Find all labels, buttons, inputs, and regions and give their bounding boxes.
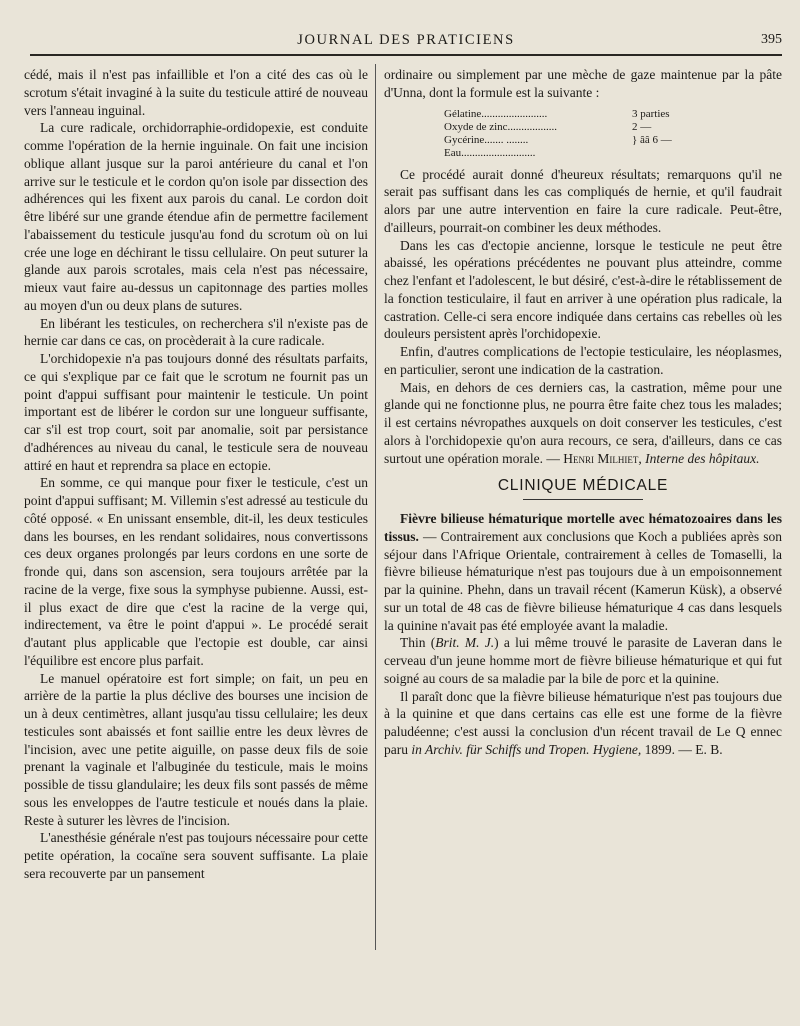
formula-row [444, 108, 704, 121]
page-number: 395 [761, 32, 782, 47]
author-role: Interne des hôpitaux. [645, 450, 760, 466]
section-rule [523, 499, 643, 500]
formula-row [444, 134, 704, 147]
journal-reference: in Archiv. für Schiffs und Tropen. Hygiene, [411, 741, 642, 757]
paragraph: ordinaire ou simplement par une mèche de gaze maintenue par la pâte d'Unna, dont la formule est la suivante : [384, 67, 782, 100]
unna-paste-formula [444, 108, 704, 160]
column-divider [375, 64, 376, 950]
running-header [30, 30, 782, 52]
header-rule [30, 54, 782, 56]
paragraph: L'orchidopexie n'a pas toujours donné des résultats parfaits, ce qui s'explique par ce fait que le scrotum ne fournit pas un point d'appui suffisant pour maintenir le testicule. Un point important est de libérer le cordon sur une longueur suffisante, car s'il est trop court, soit par anomalie, soit par persistance d'adhérences au niveau du canal, le testicule sera de nouveau attiré en haut et reprendra sa place en ectopie. [24, 351, 368, 473]
paragraph: En libérant les testicules, on recherchera s'il n'existe pas de hernie car dans ce cas, on procèderait à la cure radicale. [24, 315, 368, 349]
paragraph: cédé, mais il n'est pas infaillible et l'on a cité des cas où le scrotum s'était invaginé à la suite du testicule attiré de nouveau vers l'anneau inguinal. [24, 67, 368, 118]
journal-title: JOURNAL DES PRATICIENS [297, 32, 515, 48]
paragraph-text: ) a lui même trouvé le parasite de Laveran dans le cerveau d'un jeune homme mort de fièvre bilieuse hématurique et qui fut soigné au cours de sa maladie par la bile de porc et la quinine. [384, 635, 782, 686]
paragraph [384, 634, 782, 687]
author-signature: Henri Milhiet, [563, 450, 642, 466]
paragraph-text: — Contrairement aux conclusions que Koch a publiées après son séjour dans l'Afrique Orientale, contrairement à celles de Tomaselli, la fièvre bilieuse hématurique n'est pas toujours due à un empoisonnement par la quinine. Phehn, dans un travail récent (Kamerun Küsk), a observé sur un total de 48 cas de fièvre bilieuse hématurique 4 cas dans lesquels la quinine n'avait pas été employée avant la maladie. [384, 528, 782, 633]
formula-ingredient: Gycérine....... ........ [444, 133, 529, 146]
paragraph: Le manuel opératoire est fort simple; on fait, un peu en arrière de la partie la plus déclive des bourses une incision de un à deux centimètres, allant jusqu'au tissu cellulaire; les deux testicules sont abaissés et font saillie entre les deux lèvres de l'incision, avec une petite aiguille, on passe deux fils de soie prenant la vaginale et l'albuginée du testicule, mais le moins possible de tissu glandulaire; les deux fils sont passés de même sous les enveloppes de l'autre testicule et noués dans la plaie. Reste à suturer les lèvres de l'incision. [24, 670, 368, 828]
paragraph-text: Il paraît donc que la fièvre bilieuse hématurique n'est pas toujours due à la quinine et que dans certains cas elle est une forme de la fièvre paludéenne; c'est aussi la conclusion d'un récent travail de Le Q ennec paru [384, 688, 782, 757]
formula-ingredient: Eau........................... [444, 146, 536, 159]
paragraph: Ce procédé aurait donné d'heureux résultats; remarquons qu'il ne serait pas suffisant dans les cas compliqués de hernie, et qu'il faudrait alors par une autre intervention en faire la cure radicale. Peut-être, d'ailleurs, pourrait-on combiner les deux méthodes. [384, 166, 782, 235]
paragraph-text: Thin ( [400, 635, 436, 651]
formula-ingredient: Gélatine........................ [444, 107, 548, 120]
formula-row [444, 121, 704, 134]
paragraph-text: 1899. — E. B. [644, 741, 723, 757]
formula-amount [632, 147, 704, 160]
right-column [384, 66, 782, 759]
paragraph: La cure radicale, orchidorraphie-ordidopexie, est conduite comme l'opération de la hernie inguinale. On fait une incision oblique allant jusque sur la paroi antérieure du canal et l'on arrive sur le testicule et le cordon qu'on isole par dissection des adhérences qui les fixent aux parois du canal. Le cordon doit être libéré sur une grande étendue afin de permettre facilement l'abaissement du testicule jusqu'au fond du scrotum où on lui crée une loge en déchirant le tissu cellulaire. On peut suturer la glande aux parois scrotales, mais cela n'est pas nécessaire, mieux vaut faire au-dessus un capitonnage des parties molles au moyen d'un ou deux plans de sutures. [24, 120, 368, 313]
left-column [24, 66, 368, 883]
paragraph: L'anesthésie générale n'est pas toujours nécessaire pour cette petite opération, la cocaïne sera souvent suffisante. La plaie sera recouverte par un pansement [24, 830, 368, 881]
paragraph: Enfin, d'autres complications de l'ectopie testiculaire, les néoplasmes, en particulier, seront une indication de la castration. [384, 344, 782, 377]
paragraph: En somme, ce qui manque pour fixer le testicule, c'est un point d'appui suffisant; M. Villemin s'est adressé au testicule du côté opposé. « En unissant ensemble, dit-il, les deux testicules dans les bourses, en les rendant solidaires, nous convertissons ces deux organes prolongés par leurs cordons en une sorte de fronde qui, dans son ascension, sera toujours arrêtée par la racine de la verge, fixe sous la symphyse pubienne. Aussi, est-il plus exact de dire que c'est la racine de la verge qui, indirectement, va être le point d'appui ». Le procédé serait d'autant plus applicable que l'ectopie est double, car ainsi l'équilibre est encore plus parfait. [24, 475, 368, 668]
formula-amount: 2 — [632, 120, 652, 133]
formula-amount: 3 parties [632, 107, 670, 120]
journal-reference: Brit. M. J. [435, 635, 495, 651]
article-title: Fièvre bilieuse hématurique mortelle avec hématozoaires dans les tissus. [384, 511, 782, 544]
paragraph [384, 688, 782, 759]
paragraph-text: Mais, en dehors de ces derniers cas, la castration, même pour une glande qui ne fonctionne plus, ne pourra être faite chez tous les malades; il est certains névropathes auxquels on doit conserver les testicules, c'est alors à l'orchidopexie qu'on aura recours, ce sera, d'ailleurs, dans ce cas surtout une opération morale. — [384, 379, 782, 466]
formula-ingredient: Oxyde de zinc.................. [444, 120, 558, 133]
paragraph: Dans les cas d'ectopie ancienne, lorsque le testicule ne peut être abaissé, les opérations précédentes ne pouvant plus atteindre, comme chez l'enfant et l'adolescent, le but désiré, c'est-à-dire le rétablissement de la fonction testiculaire, il faut en arriver à une opération plus radicale, la castration. Celle-ci sera encore indiquée dans certains cas rebelles où les douleurs persistent après l'orchidopexie. [384, 237, 782, 342]
article-paragraph [384, 510, 782, 634]
paragraph [384, 379, 782, 468]
formula-row [444, 147, 704, 160]
section-title: CLINIQUE MÉDICALE [497, 477, 669, 495]
formula-amount: } ââ 6 — [632, 133, 672, 146]
